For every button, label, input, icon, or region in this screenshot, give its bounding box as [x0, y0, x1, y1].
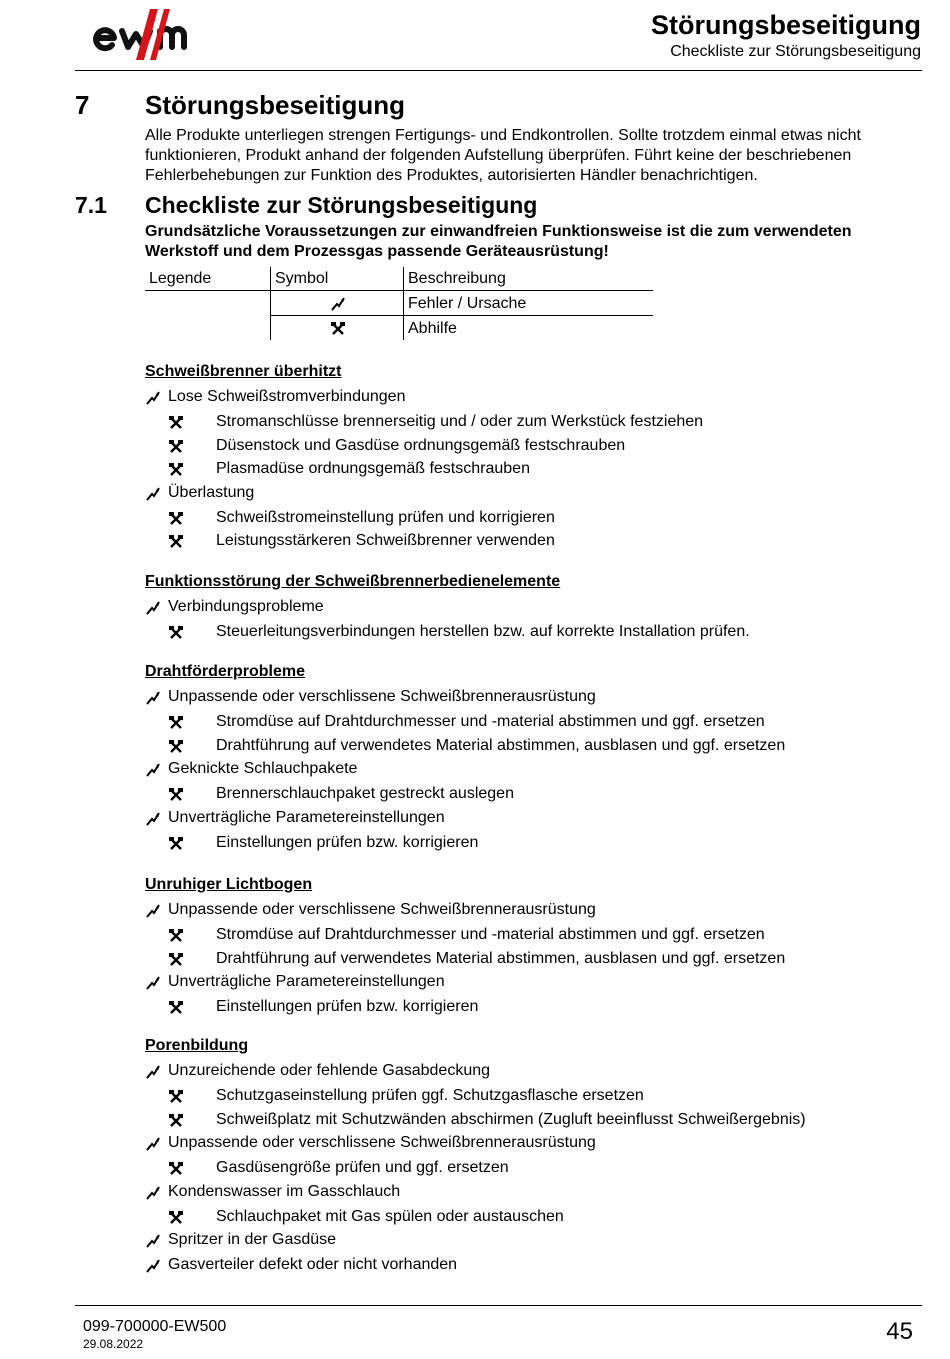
fault-lightning-icon	[330, 296, 346, 317]
fault-text: Geknickte Schlauchpakete	[168, 760, 358, 777]
subsection-note: Grundsätzliche Voraussetzungen zur einwandfreien Funktionsweise ist die zum verwendeten Werkstoff und dem Prozessgas passende Geräteausrüstung!	[145, 223, 852, 260]
legend-header-symbol: Symbol	[275, 270, 329, 287]
fault-lightning-icon	[145, 903, 161, 919]
remedy-tools-icon	[168, 534, 184, 550]
fault-text: Unverträgliche Parametereinstellungen	[168, 808, 445, 826]
remedy-tools-icon	[168, 415, 184, 431]
remedy-text: Schweißstromeinstellung prüfen und korrigieren	[216, 508, 555, 526]
remedy-text: Schweißplatz mit Schutzwänden abschirmen (Zugluft beeinflusst Schweißergebnis)	[216, 1110, 806, 1128]
remedy-text: Drahtführung auf verwendetes Material abstimmen, ausblasen und ggf. ersetzen	[216, 949, 786, 967]
checklist-section-title: Funktionsstörung der Schweißbrennerbedienelemente	[145, 573, 561, 590]
remedy-tools-icon	[168, 739, 184, 755]
remedy-text: Stromdüse auf Drahtdurchmesser und -material abstimmen und ggf. ersetzen	[216, 713, 765, 730]
subsection-number: 7.1	[75, 192, 107, 218]
fault-text: Unpassende oder verschlissene Schweißbrennerausrüstung	[168, 1134, 596, 1151]
legend-table	[145, 267, 653, 340]
remedy-text: Leistungsstärkeren Schweißbrenner verwenden	[216, 532, 555, 549]
legend-header-beschreibung: Beschreibung	[408, 270, 506, 287]
fault-lightning-icon	[145, 486, 161, 502]
remedy-text: Einstellungen prüfen bzw. korrigieren	[216, 833, 479, 851]
fault-text: Überlastung	[168, 483, 255, 501]
fault-text: Lose Schweißstromverbindungen	[168, 388, 406, 405]
remedy-tools-icon	[168, 715, 184, 731]
remedy-tools-icon	[168, 952, 184, 968]
legend-col-divider	[270, 267, 271, 340]
section-number: 7	[75, 90, 90, 120]
checklist-section-title: Porenbildung	[145, 1037, 249, 1054]
remedy-tools-icon	[168, 462, 184, 478]
remedy-tools-icon	[168, 1210, 184, 1226]
remedy-tools-icon	[168, 439, 184, 455]
subsection-title: Checkliste zur Störungsbeseitigung	[145, 192, 538, 218]
fault-text: Spritzer in der Gasdüse	[168, 1231, 337, 1248]
footer-doc-number: 099-700000-EW500	[83, 1318, 227, 1335]
remedy-text: Einstellungen prüfen bzw. korrigieren	[216, 998, 479, 1015]
legend-header-rule	[145, 290, 653, 291]
fault-text: Verbindungsprobleme	[168, 598, 324, 615]
fault-lightning-icon	[145, 1185, 161, 1201]
remedy-tools-icon	[330, 321, 346, 342]
fault-text: Gasverteiler defekt oder nicht vorhanden	[168, 1256, 458, 1273]
checklist-section-title: Drahtförderprobleme	[145, 663, 306, 680]
section-intro: Alle Produkte unterliegen strengen Fertigungs- und Endkontrollen. Sollte trotzdem einmal etwas nicht funktionieren, Produkt anhand der folgenden Aufstellung überprüfen. Führt keine der beschriebenen Fehlerbehebungen zur Funktion des Produktes, autorisierten Händler benachrichtigen.	[145, 127, 861, 184]
ewm-logo	[92, 8, 220, 62]
header-title: Störungsbeseitigung	[651, 10, 921, 40]
legend-desc-fault: Fehler / Ursache	[408, 295, 527, 312]
remedy-tools-icon	[168, 1161, 184, 1177]
footer-rule	[75, 1305, 922, 1306]
remedy-text: Schutzgaseinstellung prüfen ggf. Schutzgasflasche ersetzen	[216, 1087, 644, 1104]
header-subtitle: Checkliste zur Störungsbeseitigung	[670, 43, 921, 60]
fault-lightning-icon	[145, 690, 161, 706]
checklist-section-title: Unruhiger Lichtbogen	[145, 876, 313, 893]
remedy-tools-icon	[168, 787, 184, 803]
remedy-text: Düsenstock und Gasdüse ordnungsgemäß festschrauben	[216, 436, 626, 454]
section-title: Störungsbeseitigung	[145, 90, 405, 120]
fault-lightning-icon	[145, 762, 161, 778]
fault-lightning-icon	[145, 390, 161, 406]
checklist-section-title: Schweißbrenner überhitzt	[145, 363, 342, 380]
remedy-tools-icon	[168, 928, 184, 944]
remedy-text: Drahtführung auf verwendetes Material abstimmen, ausblasen und ggf. ersetzen	[216, 736, 786, 754]
fault-lightning-icon	[145, 1064, 161, 1080]
remedy-tools-icon	[168, 511, 184, 527]
fault-lightning-icon	[145, 811, 161, 827]
header-rule	[75, 70, 922, 71]
remedy-text: Gasdüsengröße prüfen und ggf. ersetzen	[216, 1159, 509, 1176]
remedy-tools-icon	[168, 1000, 184, 1016]
remedy-text: Stromanschlüsse brennerseitig und / oder zum Werkstück festziehen	[216, 413, 704, 430]
legend-header-legende: Legende	[149, 270, 212, 287]
remedy-text: Stromdüse auf Drahtdurchmesser und -material abstimmen und ggf. ersetzen	[216, 926, 765, 943]
legend-desc-remedy: Abhilfe	[408, 320, 457, 337]
fault-text: Unpassende oder verschlissene Schweißbrennerausrüstung	[168, 688, 596, 705]
fault-text: Kondenswasser im Gasschlauch	[168, 1182, 401, 1200]
fault-text: Unpassende oder verschlissene Schweißbrennerausrüstung	[168, 901, 596, 918]
remedy-tools-icon	[168, 625, 184, 641]
fault-lightning-icon	[145, 1233, 161, 1249]
remedy-tools-icon	[168, 836, 184, 852]
legend-col-divider	[403, 267, 404, 340]
page-number: 45	[886, 1318, 913, 1345]
remedy-text: Brennerschlauchpaket gestreckt auslegen	[216, 785, 514, 802]
fault-lightning-icon	[145, 600, 161, 616]
remedy-tools-icon	[168, 1113, 184, 1129]
fault-lightning-icon	[145, 1258, 161, 1274]
remedy-text: Plasmadüse ordnungsgemäß festschrauben	[216, 460, 530, 477]
legend-row-rule	[270, 315, 653, 316]
remedy-text: Steuerleitungsverbindungen herstellen bzw. auf korrekte Installation prüfen.	[216, 623, 750, 640]
remedy-text: Schlauchpaket mit Gas spülen oder austauschen	[216, 1207, 564, 1225]
fault-text: Unzureichende oder fehlende Gasabdeckung	[168, 1062, 491, 1079]
fault-lightning-icon	[145, 1136, 161, 1152]
remedy-tools-icon	[168, 1089, 184, 1105]
fault-lightning-icon	[145, 975, 161, 991]
fault-text: Unverträgliche Parametereinstellungen	[168, 973, 445, 990]
footer-date: 29.08.2022	[83, 1337, 144, 1351]
